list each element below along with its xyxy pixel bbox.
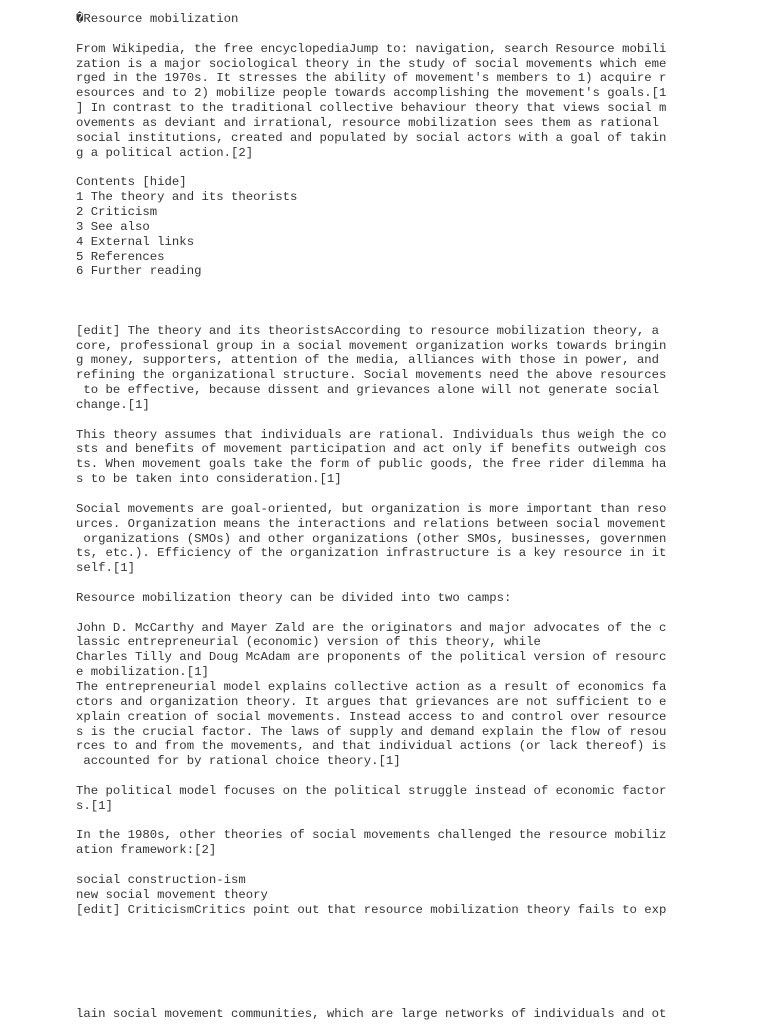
text-line: ation framework:[2] — [76, 843, 217, 858]
text-line: rged in the 1970s. It stresses the ability of movement's members to 1) acquire r — [76, 71, 667, 86]
text-line: s is the crucial factor. The laws of supply and demand explain the flow of resou — [76, 724, 667, 739]
text-line: [edit] The theory and its theoristsAccording to resource mobilization theory, a — [76, 323, 659, 338]
spacer — [76, 294, 676, 309]
spacer — [76, 606, 676, 621]
text-line: Social movements are goal-oriented, but organization is more important than reso — [76, 501, 667, 516]
text-line: organizations (SMOs) and other organizations (other SMOs, businesses, governmen — [76, 531, 667, 546]
contents-item-references[interactable]: 5 References — [76, 249, 165, 264]
contents-item-theory[interactable]: 1 The theory and its theorists — [76, 190, 298, 205]
contents-item-see-also[interactable]: 3 See also — [76, 219, 150, 234]
text-line: s.[1] — [76, 798, 113, 813]
text-line: rces to and from the movements, and that individual actions (or lack thereof) is — [76, 739, 667, 754]
spacer — [76, 413, 676, 428]
organization-paragraph — [76, 502, 676, 576]
continued-text-line: lain social movement communities, which are large networks of individuals and ot — [76, 1007, 667, 1021]
other-theories-list — [76, 873, 676, 918]
intro-paragraph — [76, 42, 676, 161]
text-line: This theory assumes that individuals are rational. Individuals thus weigh the co — [76, 427, 667, 442]
text-line: g a political action.[2] — [76, 145, 254, 160]
text-line: zation is a major sociological theory in the study of social movements which eme — [76, 56, 667, 71]
spacer — [76, 309, 676, 324]
text-line: xplain creation of social movements. Instead access to and control over resource — [76, 709, 667, 724]
spacer — [76, 279, 676, 294]
spacer — [76, 576, 676, 591]
spacer — [76, 160, 676, 175]
spacer — [76, 487, 676, 502]
political-model-paragraph — [76, 784, 676, 814]
contents-item-external-links[interactable]: 4 External links — [76, 234, 195, 249]
text-line: urces. Organization means the interactions and relations between social movement — [76, 516, 667, 531]
camps-intro: Resource mobilization theory can be divided into two camps: — [76, 590, 512, 605]
spacer — [76, 858, 676, 873]
text-line: In the 1980s, other theories of social movements challenged the resource mobiliz — [76, 828, 667, 843]
text-line: From Wikipedia, the free encyclopediaJump to: navigation, search Resource mobili — [76, 41, 667, 56]
text-line: esources and to 2) mobilize people towards accomplishing the movement's goals.[1 — [76, 86, 667, 101]
text-line: s to be taken into consideration.[1] — [76, 472, 342, 487]
document-page — [76, 12, 676, 917]
document-title: �Resource mobilization — [76, 12, 239, 26]
table-of-contents — [76, 175, 676, 279]
text-line: ] In contrast to the traditional collective behaviour theory that views social m — [76, 101, 667, 116]
text-line: to be effective, because dissent and grievances alone will not generate social — [76, 383, 659, 398]
text-line: Charles Tilly and Doug McAdam are proponents of the political version of resourc — [76, 650, 667, 665]
text-line: ctors and organization theory. It argues that grievances are not sufficient to e — [76, 694, 667, 709]
text-line: accounted for by rational choice theory.[1] — [76, 754, 401, 769]
text-line: The political model focuses on the political struggle instead of economic factor — [76, 783, 667, 798]
criticism-heading-line: [edit] CriticismCritics point out that resource mobilization theory fails to exp — [76, 902, 667, 917]
text-line: social institutions, created and populated by social actors with a goal of takin — [76, 130, 667, 145]
text-line: refining the organizational structure. Social movements need the above resources — [76, 368, 667, 383]
text-line: g money, supporters, attention of the media, alliances with those in power, and — [76, 353, 659, 368]
text-line: change.[1] — [76, 397, 150, 412]
list-item[interactable]: social construction-ism — [76, 872, 246, 887]
list-item[interactable]: new social movement theory — [76, 887, 268, 902]
theory-paragraph — [76, 324, 676, 413]
contents-heading[interactable]: Contents [hide] — [76, 175, 187, 190]
text-line: sts and benefits of movement participation and act only if benefits outweigh cos — [76, 442, 667, 457]
spacer — [76, 814, 676, 829]
rationality-paragraph — [76, 428, 676, 487]
text-line: e mobilization.[1] — [76, 665, 209, 680]
text-line: ovements as deviant and irrational, resource mobilization sees them as rational — [76, 115, 659, 130]
text-line: self.[1] — [76, 561, 136, 576]
text-line: ts. When movement goals take the form of public goods, the free rider dilemma ha — [76, 457, 667, 472]
spacer — [76, 27, 676, 42]
text-line: The entrepreneurial model explains collective action as a result of economics fa — [76, 679, 667, 694]
text-line: John D. McCarthy and Mayer Zald are the originators and major advocates of the c — [76, 620, 667, 635]
camps-paragraph — [76, 621, 676, 769]
spacer — [76, 769, 676, 784]
text-line: lassic entrepreneurial (economic) version of this theory, while — [76, 635, 541, 650]
eighties-paragraph — [76, 828, 676, 858]
text-line: core, professional group in a social movement organization works towards bringin — [76, 338, 667, 353]
text-line: ts, etc.). Efficiency of the organization infrastructure is a key resource in it — [76, 546, 667, 561]
contents-item-further-reading[interactable]: 6 Further reading — [76, 264, 202, 279]
contents-item-criticism[interactable]: 2 Criticism — [76, 204, 158, 219]
